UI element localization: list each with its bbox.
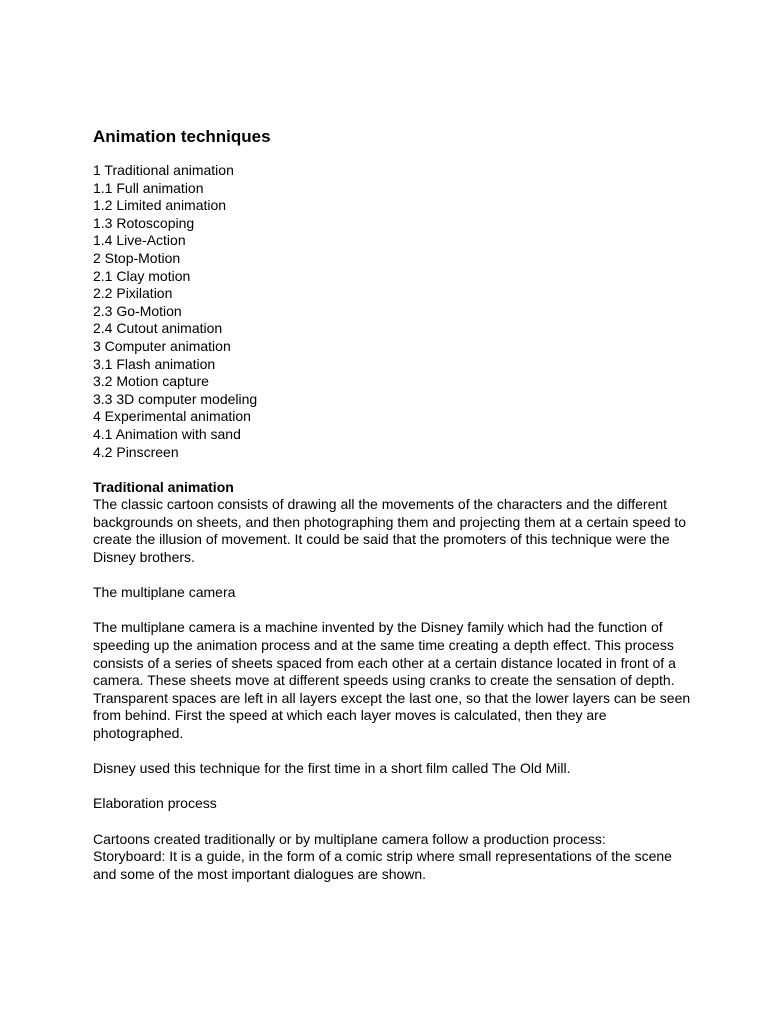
toc-item: 1 Traditional animation xyxy=(93,162,234,178)
spacer xyxy=(93,813,693,831)
toc-item: 1.3 Rotoscoping xyxy=(93,214,195,231)
toc-item: 1.1 Full animation xyxy=(93,179,204,196)
toc-item: 4.1 Animation with sand xyxy=(93,425,241,442)
document-page xyxy=(93,124,693,883)
toc-item: 2.2 Pixilation xyxy=(93,285,173,302)
toc-item: 2.1 Clay motion xyxy=(93,267,191,284)
toc-item: 4.2 Pinscreen xyxy=(93,443,179,460)
toc-item: 3 Computer animation xyxy=(93,337,231,354)
toc-item: 1.4 Live-Action xyxy=(93,232,186,249)
disney-paragraph: Disney used this technique for the first time in a short film called The Old Mill. xyxy=(93,760,571,777)
toc-item: 1.2 Limited animation xyxy=(93,197,227,214)
toc-item: 3.1 Flash animation xyxy=(93,355,216,372)
toc-item: 3.3 3D computer modeling xyxy=(93,390,258,407)
toc-item: 2.4 Cutout animation xyxy=(93,320,223,337)
multiplane-heading: The multiplane camera xyxy=(93,584,236,601)
elaboration-paragraph-2: Storyboard: It is a guide, in the form of a comic strip where small representations of the scene and some of the most important dialogues are shown. xyxy=(93,848,672,882)
toc-item: 4 Experimental animation xyxy=(93,408,251,425)
toc-item: 2.3 Go-Motion xyxy=(93,302,182,319)
multiplane-paragraph-1: The multiplane camera is a machine invented by the Disney family which had the function of speeding up the animation process and at the same time creating a depth effect. This process consists of a series of sheets spaced from each other at a certain distance located in front of a camera. These sheets move at different speeds using cranks to create the sensation of depth. xyxy=(93,619,676,689)
section-heading-traditional-animation: Traditional animation xyxy=(93,478,234,495)
elaboration-heading: Elaboration process xyxy=(93,795,217,812)
document-title: Animation techniques xyxy=(93,127,271,146)
spacer xyxy=(93,567,693,585)
table-of-contents xyxy=(93,162,693,461)
spacer xyxy=(93,778,693,796)
spacer xyxy=(93,743,693,761)
toc-item: 3.2 Motion capture xyxy=(93,373,209,390)
elaboration-paragraph-1: Cartoons created traditionally or by multiplane camera follow a production process: xyxy=(93,830,606,847)
toc-item: 2 Stop-Motion xyxy=(93,249,181,266)
multiplane-paragraph-2: Transparent spaces are left in all layers except the last one, so that the lower layers can be seen from behind. First the speed at which each layer moves is calculated, then they are photographed. xyxy=(93,689,691,741)
intro-paragraph: The classic cartoon consists of drawing all the movements of the characters and the different backgrounds on sheets, and then photographing them and projecting them at a certain speed to create the illusion of movement. It could be said that the promoters of this technique were the Disney brothers. xyxy=(93,496,687,566)
spacer xyxy=(93,602,693,620)
